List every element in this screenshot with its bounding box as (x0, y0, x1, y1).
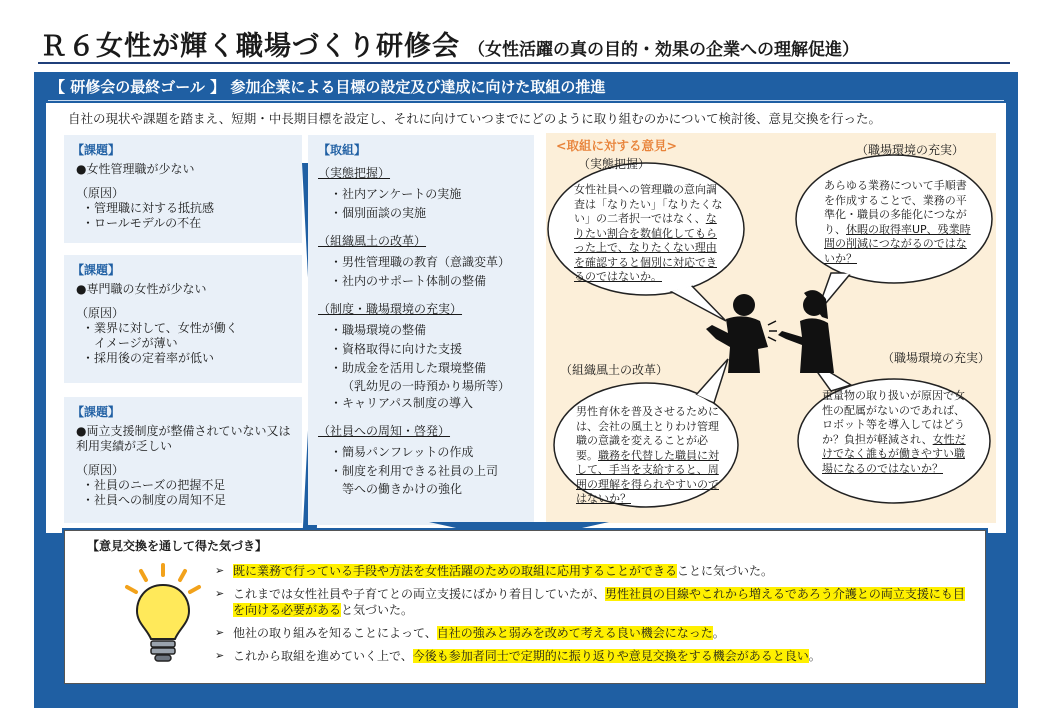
insight-text: これから取組を進めていく上で、 (233, 649, 413, 663)
action-group-title: （制度・職場環境の充実） (318, 302, 463, 316)
insight-text: これまでは女性社員や子育てとの両立支援にばかり着目していたが、 (233, 587, 606, 601)
bubble-text-underlined: 女性だけでなく誰もが働きやすい職場になるのではないか？ (822, 432, 966, 475)
bubble-tail-1 (670, 285, 726, 321)
insights-list (215, 563, 965, 671)
person-left-silhouette (706, 294, 768, 373)
bubble-text-underlined: 職務を代替した職員に対して、手当を支給すると、周囲の理解を得られやすいのではないか？ (576, 448, 719, 505)
insight-highlight: 男性社員の目線やこれから増えるであろう介護との両立支援にも目を向ける必要がある (233, 587, 965, 617)
bubble-label: （実態把握） (578, 157, 651, 171)
insight-text: 。 (712, 626, 725, 640)
action-item-note: （乳幼児の一時預かり場所等） (342, 379, 511, 393)
content-frame (34, 72, 1018, 708)
title-underline (38, 62, 1010, 64)
insight-item (215, 563, 965, 579)
bubble-text (822, 389, 972, 476)
person-right-silhouette (778, 290, 834, 373)
issue-box-3 (64, 397, 302, 523)
intro-text: 自社の現状や課題を踏まえ、短期・中長期目標を設定し、それに向けていつまでにどのように取り組むのかについて検討後、意見交換を行った。 (68, 111, 882, 126)
action-item: ・社内のサポート体制の整備 (330, 274, 487, 288)
lightbulb-icon (121, 561, 205, 665)
insight-highlight: 今後も参加者同士で定期的に振り返りや意見交換をする機会があると良い (412, 649, 809, 663)
issue-cause: ・管理職に対する抵抗感 (82, 201, 215, 215)
issue-cause-label: （原因） (76, 463, 125, 477)
issue-cause: ・ロールモデルの不在 (82, 216, 202, 230)
bubble-label: （組織風土の改革） (560, 363, 669, 377)
bubble-tail-3 (696, 359, 728, 403)
action-item: ・助成金を活用した環境整備 (330, 361, 487, 375)
speech-lines-icon (768, 321, 777, 341)
issue-cause: ・社員への制度の周知不足 (82, 493, 227, 507)
bubble-text-plain: 男性育休を普及させるためには、会社の風土とりわけ管理職の意識を変えることが必要。 (576, 405, 719, 462)
action-group-title: （組織風土の改革） (318, 234, 427, 248)
action-item: ・男性管理職の教育（意識変革） (330, 255, 511, 269)
opinions-area (546, 133, 996, 523)
action-group (318, 164, 524, 223)
insight-text: と気づいた。 (341, 603, 414, 617)
issue-cause: ・業界に対して、女性が働く (82, 321, 238, 335)
bubble-text (574, 183, 724, 285)
arrow-bullet-icon: ➢ (215, 649, 225, 662)
bubble-text (576, 405, 726, 507)
insight-item (215, 648, 965, 664)
insight-item (215, 625, 965, 641)
issue-cause-label: （原因） (76, 306, 125, 320)
issue-heading: 【課題】 (72, 263, 121, 277)
insights-box (64, 530, 986, 684)
action-item: ・社内アンケートの実施 (330, 187, 462, 201)
insight-highlight: 自社の強みと弱みを改めて考える良い機会になった (436, 626, 713, 640)
issue-main: ●専門職の女性が少ない (76, 282, 207, 296)
insight-text: 。 (808, 649, 821, 663)
insight-text: 他社の取り組みを知ることによって、 (233, 626, 437, 640)
bubble-text (824, 179, 972, 266)
issue-cause: ・社員のニーズの把握不足 (82, 478, 226, 492)
arrow-bullet-icon: ➢ (215, 587, 225, 600)
issue-heading: 【課題】 (72, 405, 121, 419)
action-group (318, 422, 524, 497)
bubble-label: （職場環境の充実） (882, 351, 991, 365)
actions-box (308, 135, 534, 525)
issue-cause: ・採用後の定着率が低い (82, 351, 215, 365)
issue-main: ●両立支援制度が整備されていない又は利用実績が乏しい (76, 424, 291, 453)
issue-cause-label: （原因） (76, 186, 125, 200)
title-main: Ｒ６女性が輝く職場づくり研修会 (40, 31, 460, 62)
insight-highlight: 既に業務で行っている手段や方法を女性活躍のための取組に応用することができる (233, 564, 678, 578)
issue-box-2 (64, 255, 302, 383)
bubble-text-plain: あらゆる業務について手順書を作成することで、業務の平準化・職員の多能化につながり、 (824, 179, 967, 236)
insight-text: ことに気づいた。 (677, 564, 774, 578)
action-group (318, 300, 524, 413)
action-group-title: （社員への周知・啓発） (318, 424, 451, 438)
page-title (40, 24, 859, 63)
goal-heading: 【 研修会の最終ゴール 】 参加企業による目標の設定及び達成に向けた取組の推進 (50, 78, 606, 96)
bubble-label: （職場環境の充実） (856, 143, 965, 157)
bubble-text-underlined: 休暇の取得率UP、残業時間の削減につながるのではないか？ (824, 222, 971, 265)
action-item: ・資格取得に向けた支援 (330, 342, 463, 356)
insight-item (215, 586, 965, 618)
goal-divider (48, 100, 1004, 101)
issue-heading: 【課題】 (72, 143, 121, 157)
arrow-bullet-icon: ➢ (215, 564, 225, 577)
issue-cause: イメージが薄い (82, 336, 178, 350)
action-item: ・個別面談の実施 (330, 206, 427, 220)
action-item: ・簡易パンフレットの作成 (330, 445, 474, 459)
issue-box-1 (64, 135, 302, 243)
bubble-text-underlined: なりたい割合を数値化してもらった上で、なりたくない理由を確認すると個別に対応できるのではないか。 (574, 212, 717, 283)
action-item: ・制度を利用できる社員の上司 (330, 464, 499, 478)
workshop-panel (46, 103, 1006, 533)
action-group-title: （実態把握） (318, 166, 391, 180)
action-item: ・キャリアパス制度の導入 (330, 396, 474, 410)
action-item: ・職場環境の整備 (330, 323, 427, 337)
bubble-text-plain: 女性社員への管理職の意向調査は「なりたい」「なりたくない」の二者択一ではなく、 (574, 183, 723, 225)
opinions-heading: <取組に対する意見> (556, 138, 677, 153)
bubble-text-plain: 重量物の取り扱いが原因で女性の配属がないのであれば、ロボット等を導入してはどうか？負担が軽減され、 (822, 389, 965, 446)
issue-main: ●女性管理職が少ない (76, 162, 195, 176)
insights-heading: 【意見交換を通して得た気づき】 (87, 539, 268, 553)
arrow-bullet-icon: ➢ (215, 626, 225, 639)
actions-heading: 【取組】 (318, 143, 367, 157)
action-item-note: 等への働きかけの強化 (342, 482, 463, 496)
title-sub: （女性活躍の真の目的・効果の企業への理解促進） (468, 40, 859, 60)
action-group (318, 232, 524, 291)
